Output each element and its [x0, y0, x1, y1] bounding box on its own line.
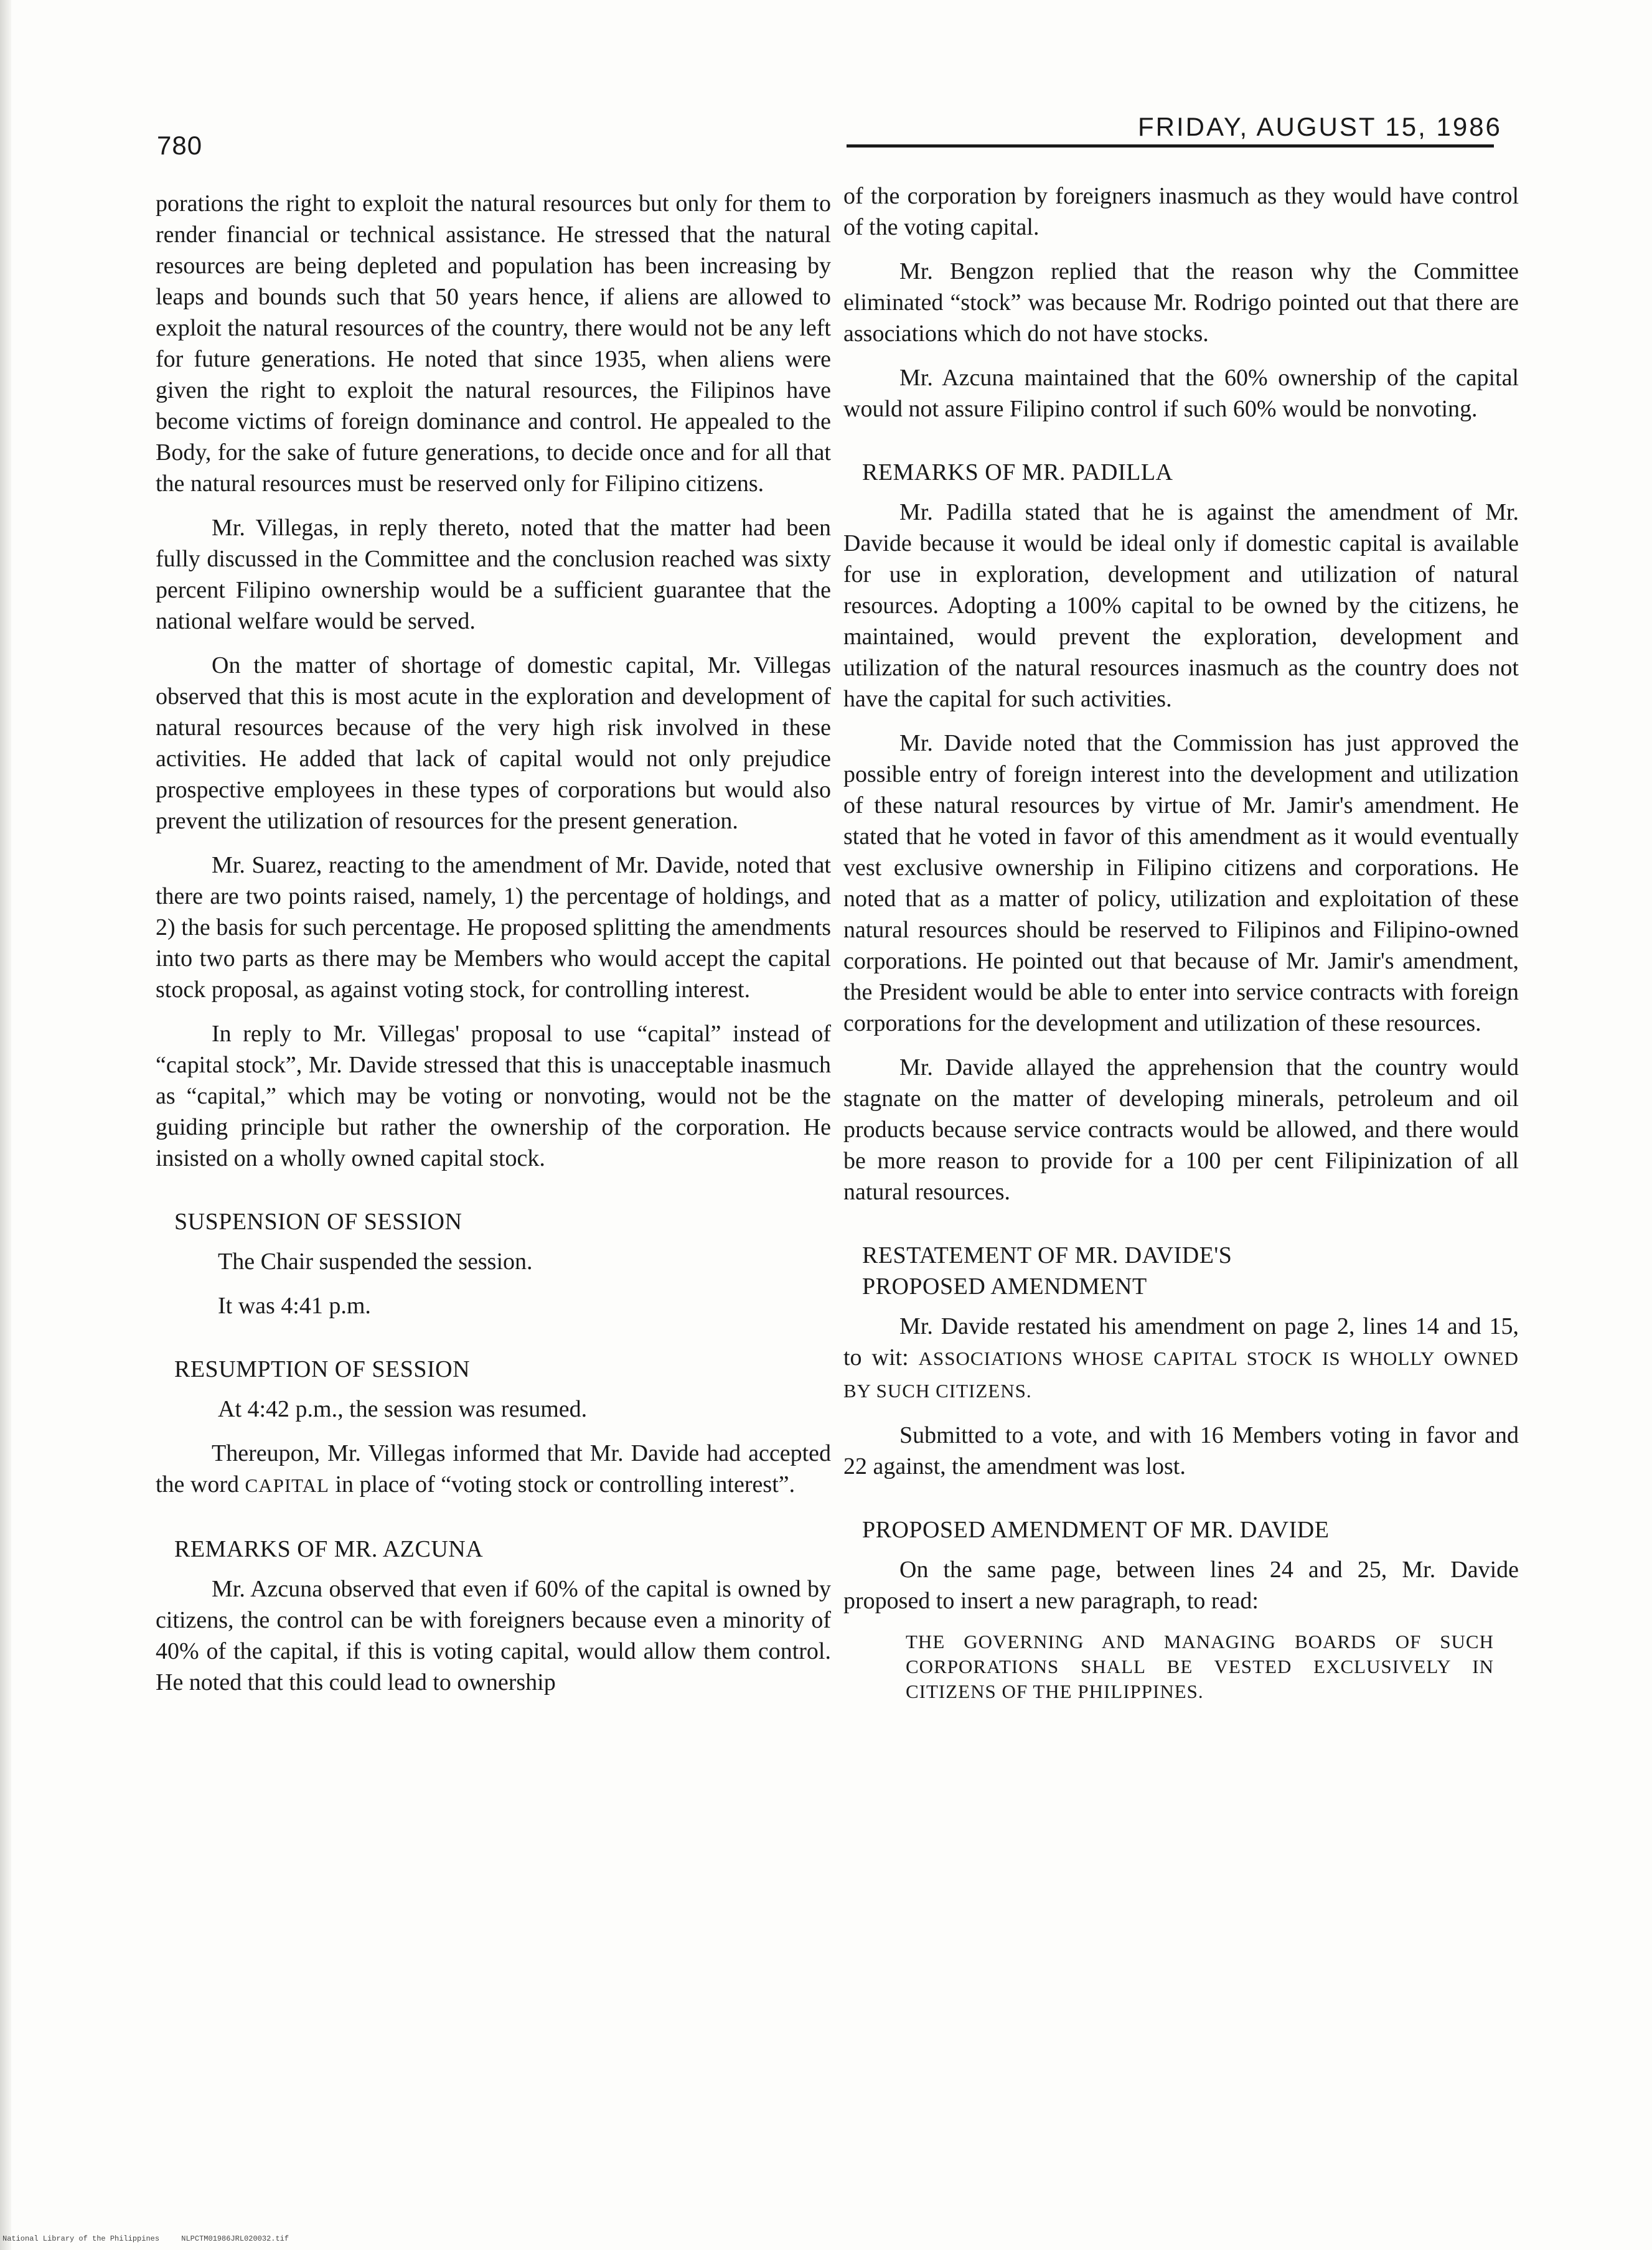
paragraph: Mr. Davide noted that the Commission has just approved the possible entry of foreign interest into the development and utilization of these natural resources by virtue of Mr. Jamir's amendment. He stated that he voted in favor of this amendment as it would eventually vest exclusive ownership in Filipino citizens and corporations. He noted that as a matter of policy, utilization and exploitation of these natural resources should be reserved to Filipinos and Filipino-owned corporations. He pointed out that because of Mr. Jamir's amendment, the President would be able to enter into service contracts with foreign corporations for the development and utilization of these resources. — [843, 730, 1519, 1036]
paragraph: The Chair suspended the session. — [218, 1249, 533, 1275]
paragraph: Mr. Azcuna maintained that the 60% ownership of the capital would not assure Filipino control if such 60% would be nonvoting. — [843, 365, 1519, 422]
text-run: Thereupon, Mr. Villegas informed that Mr. Davide had accepted the word — [156, 1440, 831, 1498]
left-column — [156, 188, 831, 1711]
small-caps-amendment: ASSOCIATIONS WHOSE CAPITAL STOCK IS WHOLLY OWNED BY SUCH CITIZENS. — [843, 1348, 1519, 1402]
paragraph: Mr. Azcuna observed that even if 60% of the capital is owned by citizens, the control can be with foreigners because even a minority of 40% of the capital, if this is voting capital, would allow them control. He noted that this could lead to ownership — [156, 1576, 831, 1695]
heading-line: RESTATEMENT OF MR. DAVIDE'S — [862, 1242, 1232, 1268]
footer-file: NLPCTM01986JRL020032.tif — [181, 2234, 289, 2243]
paragraph: On the same page, between lines 24 and 25, Mr. Davide proposed to insert a new paragraph, to read: — [843, 1557, 1519, 1614]
right-column — [843, 180, 1519, 1704]
footer-library: National Library of the Philippines — [2, 2234, 160, 2243]
text-run: Mr. Davide restated his amendment on page 2, lines 14 and 15, to wit: — [843, 1313, 1519, 1371]
section-heading-resumption: RESUMPTION OF SESSION — [174, 1356, 471, 1382]
paragraph: Mr. Padilla stated that he is against the amendment of Mr. Davide because it would be ideal only if domestic capital is available for use in exploration, development and utilization of natural resources. Adopting a 100% capital to be owned by the citizens, he maintained, would prevent the exploration, development and utilization of the natural resources inasmuch as the country does not have the capital for such activities. — [843, 499, 1519, 712]
paragraph: Mr. Villegas, in reply thereto, noted that the matter had been fully discussed in the Committee and the conclusion reached was sixty percent Filipino ownership would be a sufficient guarantee that the national welfare would be served. — [156, 515, 831, 634]
heading-line: PROPOSED AMENDMENT — [862, 1273, 1147, 1300]
scan-footer — [2, 2234, 306, 2243]
paragraph: Mr. Davide allayed the apprehension that the country would stagnate on the matter of developing minerals, petroleum and oil products because service contracts would be allowed, and there would be more reason to provide for a 100 per cent Filipinization of all natural resources. — [843, 1054, 1519, 1205]
paragraph — [156, 1438, 831, 1501]
section-heading-padilla: REMARKS OF MR. PADILLA — [862, 459, 1173, 485]
section-heading-azcuna: REMARKS OF MR. AZCUNA — [174, 1536, 484, 1562]
paragraph: It was 4:41 p.m. — [218, 1293, 371, 1319]
section-heading-suspension: SUSPENSION OF SESSION — [174, 1209, 462, 1235]
scan-edge — [0, 0, 11, 2250]
paragraph: On the matter of shortage of domestic capital, Mr. Villegas observed that this is most acute in the exploration and development of natural resources because of the very high risk involved in these activities. He added that lack of capital would not only prejudice prospective employees in these types of corporations but would also prevent the utilization of resources for the present generation. — [156, 652, 831, 834]
paragraph: In reply to Mr. Villegas' proposal to use “capital” instead of “capital stock”, Mr. Davide stressed that this is unacceptable inasmuch as “capital,” which may be voting or nonvoting, would not be the guiding principle but rather the ownership of the corporation. He insisted on a wholly owned capital stock. — [156, 1021, 831, 1171]
paragraph: Mr. Bengzon replied that the reason why the Committee eliminated “stock” was because Mr. Rodrigo pointed out that there are associations which do not have stocks. — [843, 258, 1519, 347]
header-rule — [847, 144, 1494, 148]
paragraph: Mr. Suarez, reacting to the amendment of Mr. Davide, noted that there are two points raised, namely, 1) the percentage of holdings, and 2) the basis for such percentage. He proposed splitting the amendments into two parts as there may be Members who would accept the capital stock proposal, as against voting stock, for controlling interest. — [156, 852, 831, 1003]
paragraph — [843, 1311, 1519, 1407]
paragraph: Submitted to a vote, and with 16 Members voting in favor and 22 against, the amendment was lost. — [843, 1422, 1519, 1479]
page-date: FRIDAY, AUGUST 15, 1986 — [1138, 112, 1502, 141]
text-run: in place of “voting stock or controlling interest”. — [335, 1471, 795, 1498]
paragraph: of the corporation by foreigners inasmuch as they would have control of the voting capital. — [843, 183, 1519, 240]
paragraph: porations the right to exploit the natural resources but only for them to render financial or technical assistance. He stressed that the natural resources are being depleted and population has been increasing by leaps and bounds such that 50 years hence, if aliens are allowed to exploit the natural resources of the country, there would not be any left for future generations. He noted that since 1935, when aliens were given the right to exploit the natural resources, the Filipinos have become victims of foreign dominance and control. He appealed to the Body, for the sake of future generations, to decide once and for all that the natural resources must be reserved only for Filipino citizens. — [156, 190, 831, 497]
section-heading-restatement — [862, 1240, 1519, 1302]
small-caps-term: CAPITAL — [245, 1474, 329, 1496]
section-heading-proposed: PROPOSED AMENDMENT OF MR. DAVIDE — [862, 1517, 1330, 1543]
paragraph: At 4:42 p.m., the session was resumed. — [218, 1396, 588, 1422]
page-number: 780 — [157, 131, 203, 160]
quoted-amendment: THE GOVERNING AND MANAGING BOARDS OF SUCH CORPORATIONS SHALL BE VESTED EXCLUSIVELY IN CITIZENS OF THE PHILIPPINES. — [906, 1631, 1494, 1702]
